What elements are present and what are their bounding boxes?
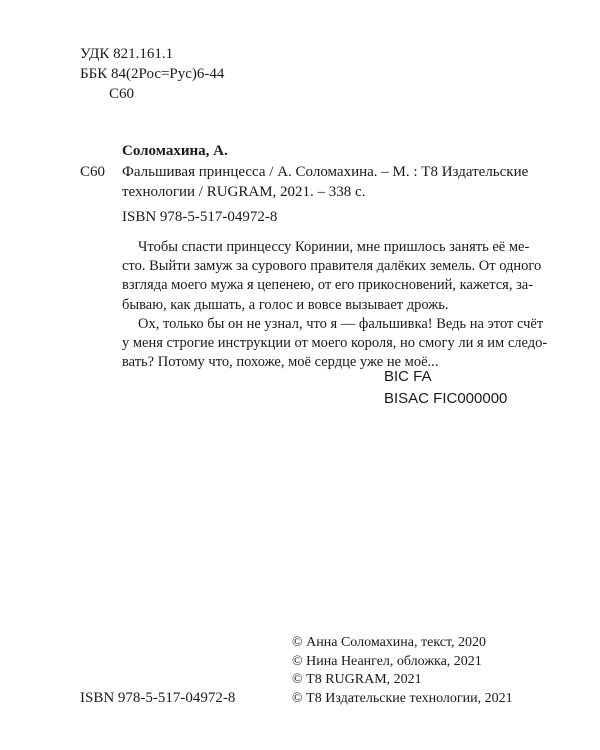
copyright-line: © Анна Соломахина, текст, 2020 [292, 635, 487, 650]
copyright-line: © Нина Неангел, обложка, 2021 [292, 653, 482, 669]
annotation-line: взгляда моего мужа я цепенею, от его прикосновений, кажется, за- [122, 277, 534, 294]
annotation-line: Чтобы спасти принцессу Коринии, мне пришлось занять её ме- [138, 239, 530, 255]
author-sign-top: С60 [109, 86, 135, 102]
annotation-line: у меня строгие инструкции от моего короля, но смогу ли я им следо- [122, 335, 548, 352]
annotation [122, 238, 548, 372]
annotation-line: сто. Выйти замуж за сурового правителя далёких земель. От одного [122, 258, 542, 275]
annotation-line: вать? Потому что, похоже, моё сердце уже не моё... [122, 354, 439, 371]
annotation-line: Ох, только бы он не узнал, что я — фальшивка! Ведь на этот счёт [138, 315, 544, 332]
author-sign-bibliographic: С60 [80, 164, 106, 180]
bisac-code: BISAC FIC000000 [384, 390, 508, 407]
copyright-block [292, 634, 513, 708]
author-name: Соломахина, А. [122, 143, 228, 159]
isbn-footer: ISBN 978-5-517-04972-8 [80, 690, 236, 706]
bibliographic-description-line-2: технологии / RUGRAM, 2021. – 338 с. [122, 184, 366, 200]
copyright-line: © Т8 RUGRAM, 2021 [292, 672, 422, 687]
annotation-line: бываю, как дышать, а голос и вовсе вызывает дрожь. [122, 296, 449, 313]
copyright-line: © Т8 Издательские технологии, 2021 [292, 690, 513, 706]
bibliographic-description-line-1: Фальшивая принцесса / А. Соломахина. – М. : Т8 Издательские [122, 164, 529, 180]
bbk-code: ББК 84(2Рос=Рус)6-44 [80, 66, 225, 82]
bic-code: BIC FA [384, 368, 432, 385]
isbn-bibliographic: ISBN 978-5-517-04972-8 [122, 209, 278, 225]
udk-code: УДК 821.161.1 [80, 46, 174, 62]
